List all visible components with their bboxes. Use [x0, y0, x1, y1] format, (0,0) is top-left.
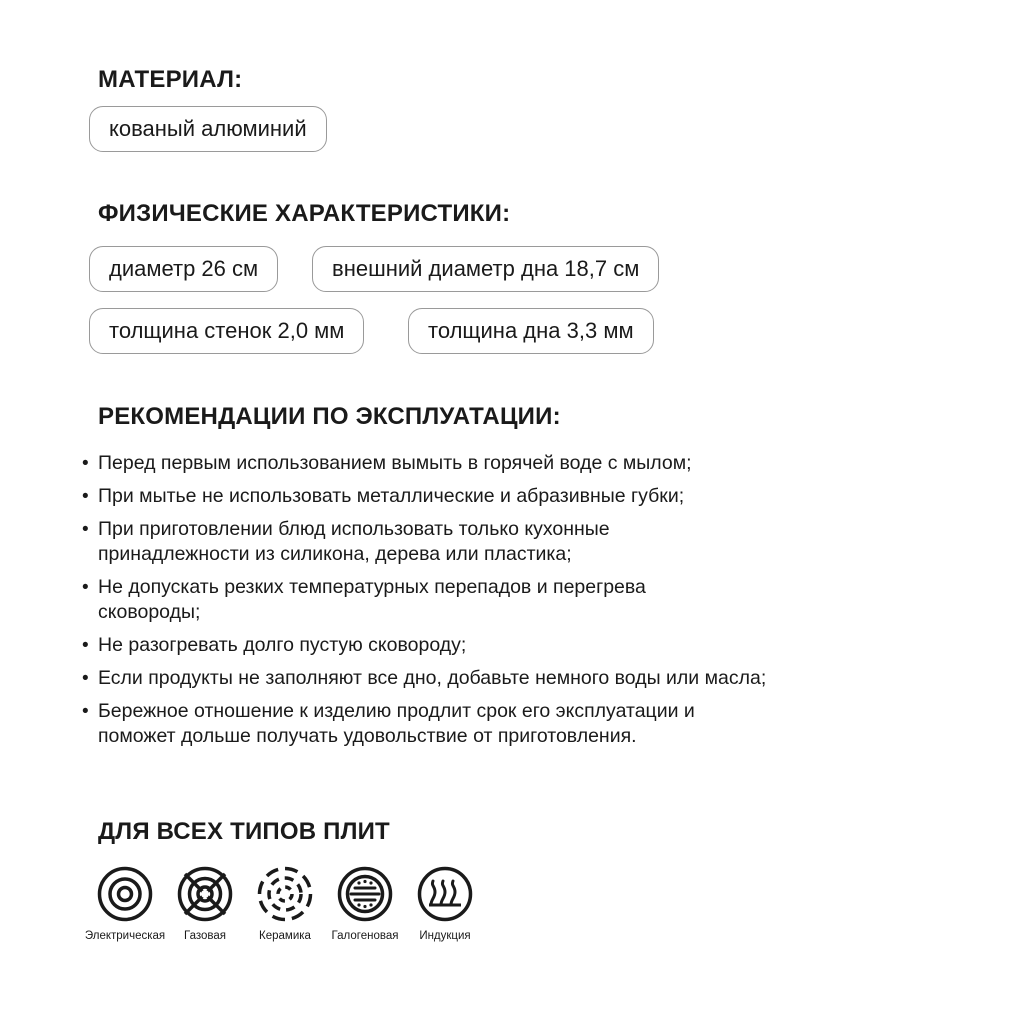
bullet-icon: • [82, 701, 89, 722]
physical-heading: ФИЗИЧЕСКИЕ ХАРАКТЕРИСТИКИ: [98, 200, 511, 227]
recommendation-text: При приготовлении блюд использовать только кухонные принадлежности из силикона, дерева или пластика; [98, 518, 610, 565]
recommendation-text: При мытье не использовать металлические и абразивные губки; [98, 485, 685, 507]
recommendation-item [82, 699, 738, 749]
stove-label: Индукция [419, 930, 471, 942]
bullet-icon: • [82, 486, 89, 507]
bullet-icon: • [82, 668, 89, 689]
recommendation-text: Если продукты не заполняют все дно, добавьте немного воды или масла; [98, 667, 767, 689]
bottom-outer-diameter-pill: внешний диаметр дна 18,7 см [312, 246, 659, 292]
halogen-stove-icon [337, 866, 393, 922]
gas-stove-icon [177, 866, 233, 922]
stove-label: Галогеновая [331, 930, 399, 942]
stove-label: Электрическая [84, 930, 166, 942]
induction-stove-icon [417, 866, 473, 922]
material-heading: МАТЕРИАЛ: [98, 66, 243, 93]
material-value-pill: кованый алюминий [89, 106, 327, 152]
bullet-icon: • [82, 635, 89, 656]
recommendations-heading: РЕКОМЕНДАЦИИ ПО ЭКСПЛУАТАЦИИ: [98, 403, 561, 430]
recommendation-text: Не разогревать долго пустую сковороду; [98, 634, 467, 656]
diameter-pill: диаметр 26 см [89, 246, 278, 292]
recommendation-item [82, 517, 678, 567]
recommendation-text: Бережное отношение к изделию продлит срок его эксплуатации и поможет дольше получать удовольствие от приготовления. [98, 700, 695, 747]
recommendation-item [82, 575, 708, 625]
bullet-icon: • [82, 453, 89, 474]
recommendation-text: Не допускать резких температурных перепадов и перегрева сковороды; [98, 576, 646, 623]
wall-thickness-pill: толщина стенок 2,0 мм [89, 308, 364, 354]
stove-label: Керамика [259, 930, 311, 942]
stove-induction [395, 866, 495, 942]
electric-stove-icon [97, 866, 153, 922]
stove-label: Газовая [184, 930, 226, 942]
bullet-icon: • [82, 519, 89, 540]
recommendation-item [82, 666, 768, 691]
bullet-icon: • [82, 577, 89, 598]
recommendation-item [82, 633, 782, 658]
stoves-heading: ДЛЯ ВСЕХ ТИПОВ ПЛИТ [98, 818, 390, 845]
bottom-thickness-pill: толщина дна 3,3 мм [408, 308, 654, 354]
ceramic-stove-icon [257, 866, 313, 922]
recommendation-text: Перед первым использованием вымыть в горячей воде с мылом; [98, 452, 692, 474]
recommendation-item [82, 451, 782, 476]
recommendations-list [82, 451, 782, 757]
recommendation-item [82, 484, 782, 509]
